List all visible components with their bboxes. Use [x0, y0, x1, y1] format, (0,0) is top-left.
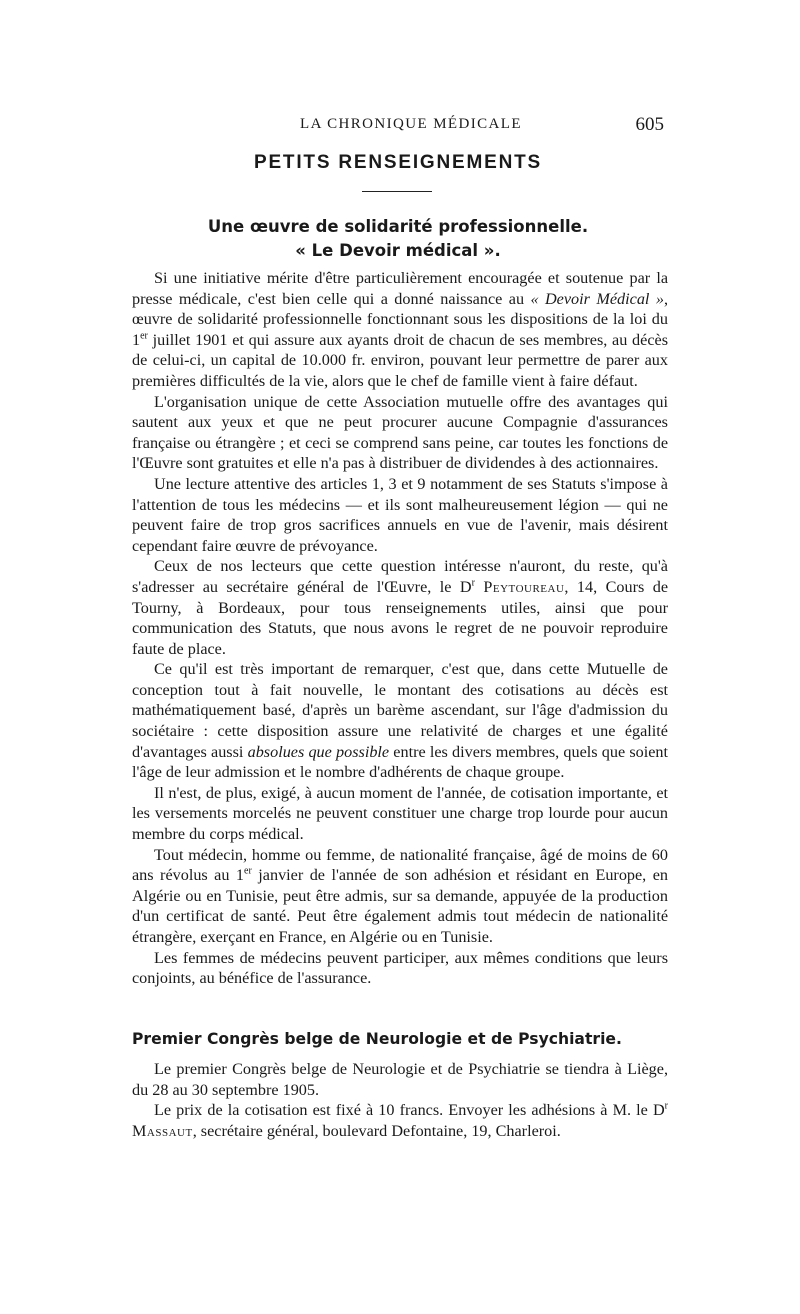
paragraph: Le premier Congrès belge de Neurologie et de Psychiatrie se tiendra à Liège, du 28 au 30 septembre 1905.: [132, 1060, 668, 1099]
paragraph: Si une initiative mérite d'être particulièrement encouragée et soutenue par la presse médicale, c'est bien celle qui a donné naissance au « Devoir Médical », œuvre de solidarité professionnelle fonctionnant sous les dispositions de la loi du 1er juillet 1901 et qui assure aux ayants droit de chacun de ses membres, au décès de celui-ci, un capital de 10.000 fr. environ, pouvant leur permettre de parer aux premières difficultés de la vie, alors que le chef de famille vient à faire défaut.: [132, 269, 668, 390]
page-number: 605: [635, 114, 664, 135]
article-title: [132, 215, 664, 263]
article-title-line-2: « Le Devoir médical ».: [295, 241, 501, 260]
paragraph: Ce qu'il est très important de remarquer, c'est que, dans cette Mutuelle de conception tout à fait nouvelle, le montant des cotisations au décès est mathématiquement basé, d'après un barème ascendant, sur l'âge d'admission du sociétaire : cette disposition assure une relativité de charges et une égalité d'avantages aussi absolues que possible entre les divers membres, quels que soient l'âge de leur admission et le nombre d'adhérents de chaque groupe.: [132, 660, 669, 782]
section-title: PETITS RENSEIGNEMENTS: [253, 152, 542, 173]
person-name: Massaut: [132, 1121, 193, 1140]
running-header: [132, 114, 664, 136]
paragraph: Le prix de la cotisation est fixé à 10 francs. Envoyer les adhésions à M. le $D^r$ Massaut, secrétaire général, boulevard Defontaine, 19, Charleroi.: [132, 1100, 668, 1140]
paragraph: Tout médecin, homme ou femme, de nationalité française, âgé de moins de 60 ans révolus au 1er janvier de l'année de son adhésion et résidant en Europe, en Algérie ou en Tunisie, peut être admis, sur sa demande, appuyée de la production d'un certificat de santé. Peut être également admis tout médecin de nationalité étrangère, exerçant en France, en Algérie ou en Tunisie.: [132, 845, 668, 946]
person-name: Peytoureau: [483, 577, 565, 596]
section-divider: [362, 191, 432, 192]
paragraph: Une lecture attentive des articles 1, 3 et 9 notamment de ses Statuts s'impose à l'attention de tous les médecins — et ils sont malheureusement légion — qui ne peuvent faire de trop gros sacrifices annuels en vue de l'avenir, mais désirent cependant faire œuvre de prévoyance.: [132, 474, 668, 555]
paragraph: Ceux de nos lecteurs que cette question intéresse n'auront, du reste, qu'à s'adresser au secrétaire général de l'Œuvre, le $D^r$ Peytoureau, 14, Cours de Tourny, à Bordeaux, pour tous renseignements utiles, ainsi que pour communication des Statuts, que nous avons le regret de ne pouvoir reproduire faute de place.: [132, 557, 669, 658]
paragraph: Les femmes de médecins peuvent participer, aux mêmes conditions que leurs conjoints, au bénéfice de l'assurance.: [132, 948, 668, 988]
paragraph: L'organisation unique de cette Association mutuelle offre des avantages qui sautent aux yeux et que ne peut procurer aucune Compagnie d'assurances française ou étrangère ; et ceci se comprend sans peine, car toutes les fonctions de l'Œuvre sont gratuites et elle n'a pas à distribuer de dividendes à des actionnaires.: [132, 392, 668, 473]
journal-title: LA CHRONIQUE MÉDICALE: [300, 116, 522, 132]
article-body: [132, 1059, 668, 1141]
article-body: [132, 268, 668, 989]
article-title: Premier Congrès belge de Neurologie et de Psychiatrie.: [132, 1030, 622, 1048]
paragraph: Il n'est, de plus, exigé, à aucun moment de l'année, de cotisation importante, et les versements morcelés ne peuvent constituer une charge trop lourde pour aucun membre du corps médical.: [132, 783, 668, 844]
article-title-line-1: Une œuvre de solidarité professionnelle.: [207, 217, 589, 236]
